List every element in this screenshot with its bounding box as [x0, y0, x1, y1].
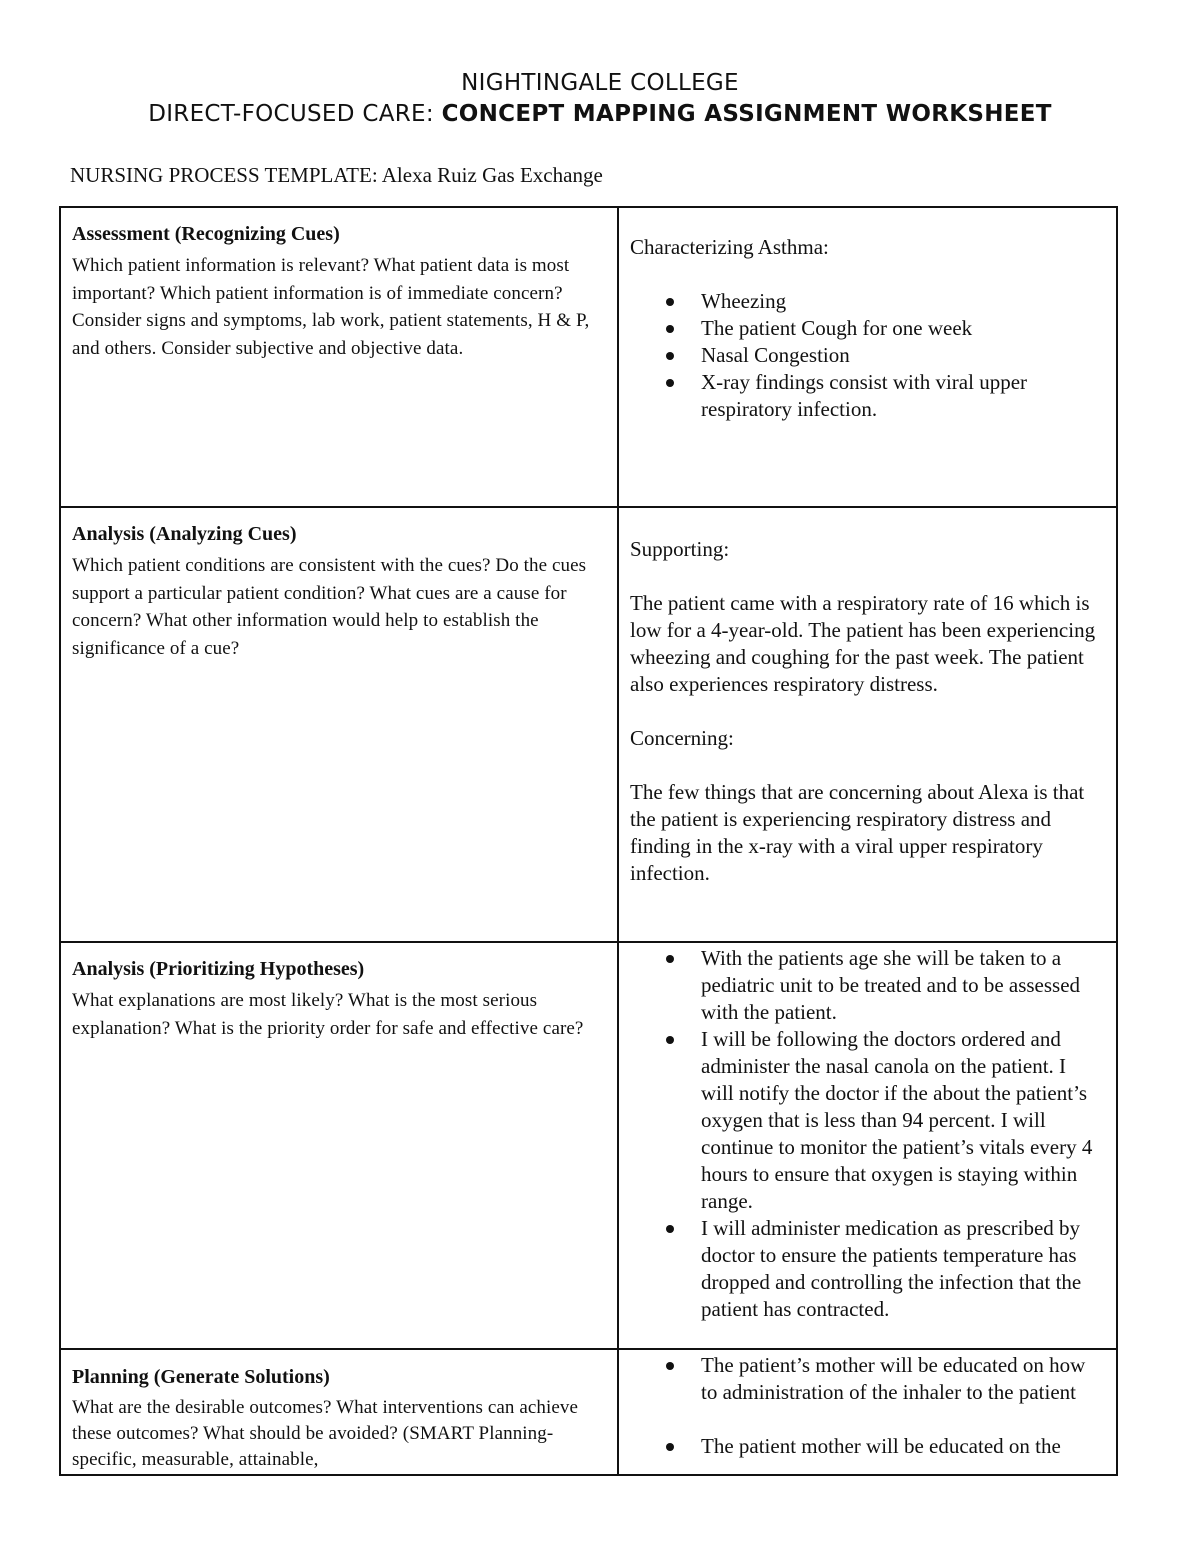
- section-prompt: What are the desirable outcomes? What interventions can achieve these outcomes? What should be avoided? (SMART Planning- specific, measurable, attainable,: [72, 1397, 579, 1470]
- list-item: Nasal Congestion: [701, 342, 1102, 369]
- concerning-text: The few things that are concerning about Alexa is that the patient is experiencing respiratory distress and finding in the x-ray with a viral upper respiratory infection.: [630, 780, 1085, 885]
- section-title: Analysis (Prioritizing Hypotheses): [72, 958, 365, 980]
- worksheet-title: [0, 101, 1200, 127]
- analyzing-cues-prompt-cell: [60, 507, 618, 942]
- response-heading: Characterizing Asthma:: [630, 235, 829, 259]
- list-item: With the patients age she will be taken to a pediatric unit to be treated and to be assessed with the patient.: [701, 945, 1102, 1026]
- worksheet-title-bold: CONCEPT MAPPING ASSIGNMENT WORKSHEET: [441, 101, 1052, 127]
- assessment-response-cell: [618, 207, 1117, 507]
- list-item: X-ray findings consist with viral upper respiratory infection.: [701, 369, 1102, 423]
- template-line: NURSING PROCESS TEMPLATE: Alexa Ruiz Gas Exchange: [70, 163, 603, 187]
- planning-prompt-cell: [60, 1349, 618, 1475]
- table-row: [60, 942, 1117, 1349]
- analyzing-cues-response-cell: [618, 507, 1117, 942]
- table-row: [60, 1349, 1117, 1475]
- list-item: The patient mother will be educated on the: [701, 1433, 1102, 1460]
- section-title: Planning (Generate Solutions): [72, 1366, 330, 1388]
- concerning-label: Concerning:: [630, 726, 734, 750]
- table-row: [60, 207, 1117, 507]
- worksheet-title-prefix: DIRECT-FOCUSED CARE:: [148, 101, 442, 127]
- nursing-process-table: [59, 206, 1118, 1476]
- table-row: [60, 507, 1117, 942]
- list-item: I will be following the doctors ordered and administer the nasal canola on the patient. I will notify the doctor if the about the patient’s oxygen that is less than 94 percent. I will continue to monitor the patient’s vitals every 4 hours to ensure that oxygen is staying within range.: [701, 1026, 1102, 1215]
- section-prompt: What explanations are most likely? What is the most serious explanation? What is the priority order for safe and effective care?: [72, 990, 584, 1039]
- college-name: NIGHTINGALE COLLEGE: [461, 70, 739, 96]
- supporting-text: The patient came with a respiratory rate of 16 which is low for a 4-year-old. The patient has been experiencing wheezing and coughing for the past week. The patient also experiences respiratory distress.: [630, 591, 1096, 696]
- planning-response-cell: [618, 1349, 1117, 1475]
- list-item: Wheezing: [701, 288, 1102, 315]
- section-prompt: Which patient information is relevant? What patient data is most important? Which patient information is of immediate concern? Consider signs and symptoms, lab work, patient statements, H & P, and others. Consider subjective and objective data.: [72, 255, 590, 359]
- section-prompt: Which patient conditions are consistent with the cues? Do the cues support a particular patient condition? What cues are a cause for concern? What other information would help to establish the significance of a cue?: [72, 555, 587, 659]
- list-item: The patient’s mother will be educated on how to administration of the inhaler to the patient: [701, 1352, 1102, 1406]
- section-title: Assessment (Recognizing Cues): [72, 223, 340, 245]
- assessment-prompt-cell: [60, 207, 618, 507]
- section-title: Analysis (Analyzing Cues): [72, 523, 297, 545]
- list-item: I will administer medication as prescribed by doctor to ensure the patients temperature has dropped and controlling the infection that the patient has contracted.: [701, 1215, 1102, 1323]
- list-item: The patient Cough for one week: [701, 315, 1102, 342]
- prioritizing-response-cell: [618, 942, 1117, 1349]
- prioritizing-prompt-cell: [60, 942, 618, 1349]
- supporting-label: Supporting:: [630, 537, 730, 561]
